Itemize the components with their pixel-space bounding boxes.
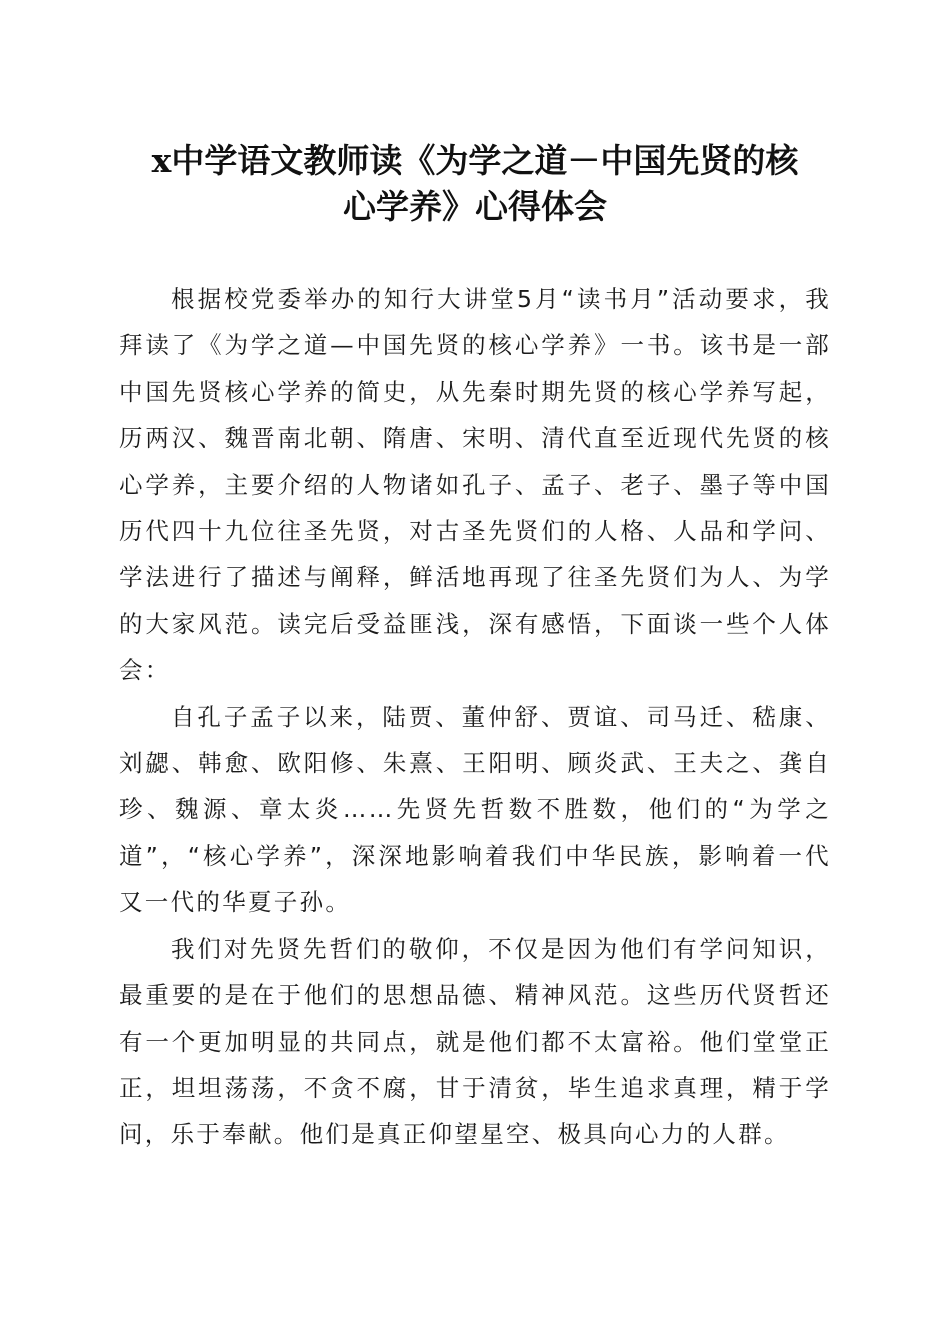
paragraph-1: 根据校党委举办的知行大讲堂5月“读书月”活动要求，我拜读了《为学之道—中国先贤的核心学养》一书。该书是一部中国先贤核心学养的简史，从先秦时期先贤的核心学养写起，历两汉、魏晋南北朝、隋唐、宋明、清代直至近现代先贤的核心学养，主要介绍的人物诸如孔子、孟子、老子、墨子等中国历代四十九位往圣先贤，对古圣先贤们的人格、人品和学问、学法进行了描述与阐释，鲜活地再现了往圣先贤们为人、为学的大家风范。读完后受益匪浅，深有感悟，下面谈一些个人体会： bbox=[119, 285, 831, 685]
title-line-1: x中学语文教师读《为学之道－中国先贤的核 bbox=[151, 141, 799, 180]
title-line-2: 心学养》心得体会 bbox=[343, 187, 607, 226]
paragraph-3: 我们对先贤先哲们的敬仰，不仅是因为他们有学问知识，最重要的是在于他们的思想品德、精神风范。这些历代贤哲还有一个更加明显的共同点，就是他们都不太富裕。他们堂堂正正，坦坦荡荡，不贪不腐，甘于清贫，毕生追求真理，精于学问，乐于奉献。他们是真正仰望星空、极具向心力的人群。 bbox=[119, 934, 831, 1149]
paragraph-2: 自孔子孟子以来，陆贾、董仲舒、贾谊、司马迁、嵇康、刘勰、韩愈、欧阳修、朱熹、王阳明、顾炎武、王夫之、龚自珍、魏源、章太炎……先贤先哲数不胜数，他们的“为学之道”，“核心学养”，深深地影响着我们中华民族，影响着一代又一代的华夏子孙。 bbox=[119, 702, 831, 917]
document-body bbox=[119, 276, 831, 1158]
document-title bbox=[100, 138, 850, 230]
